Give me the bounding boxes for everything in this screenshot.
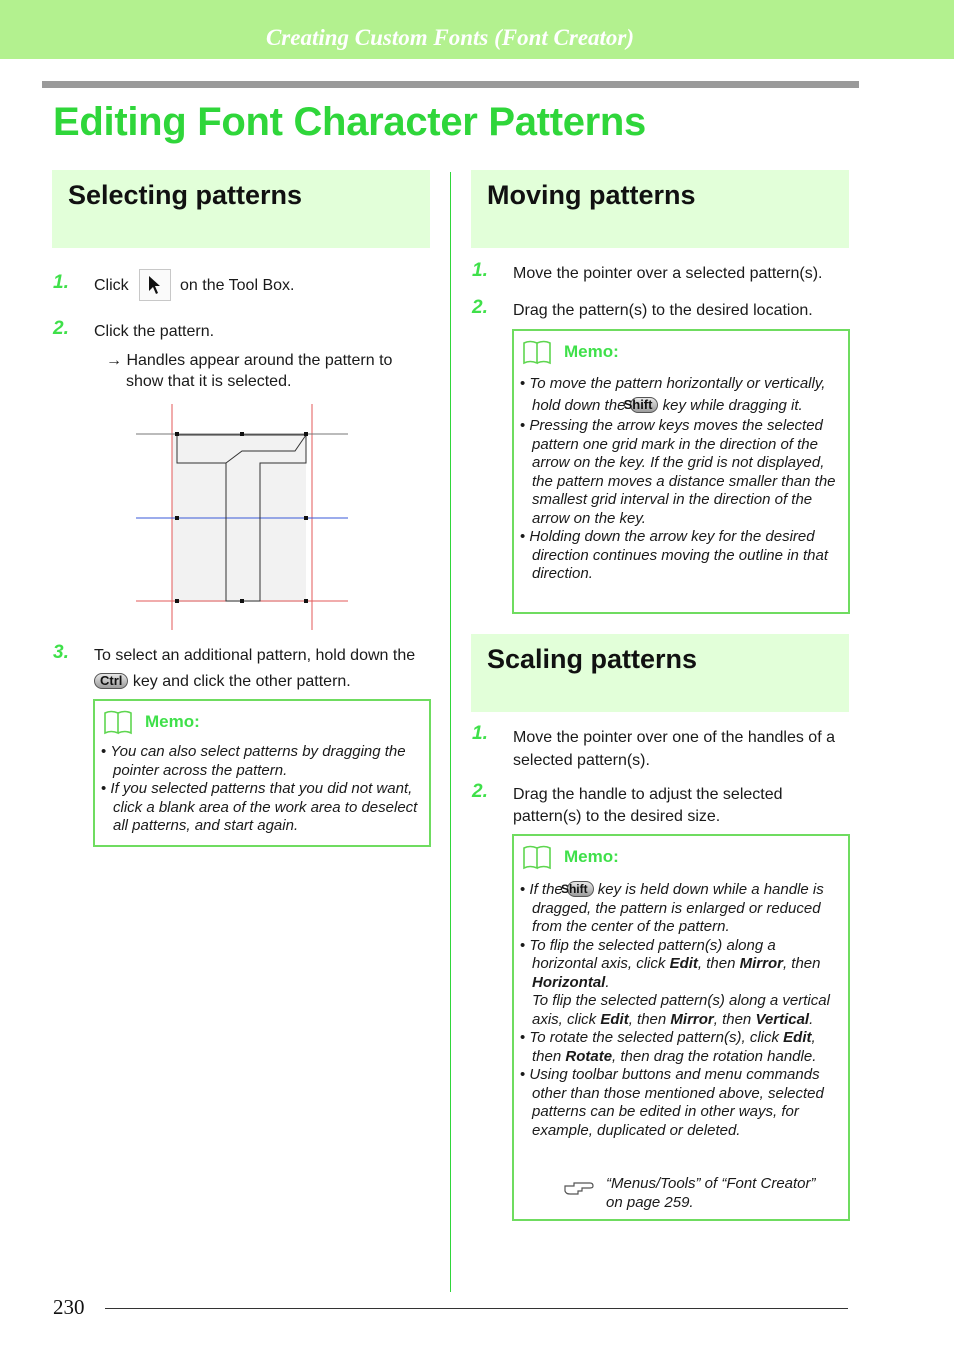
memo-text: key while dragging it. [662,397,803,414]
memo-header [103,709,200,735]
memo-text: , then [532,1029,816,1065]
memo-text: , then [713,1010,752,1028]
memo-text: . [809,1010,814,1028]
ctrl-key-badge: Ctrl [94,673,128,689]
memo-text: To flip the selected pattern(s) along a vertical axis, click [532,992,830,1028]
book-icon [103,709,133,735]
step-number: 1. [472,260,488,281]
step-text: Move the pointer over one of the handles of a selected pattern(s). [513,729,835,769]
memo-label: Memo: [564,342,619,361]
memo-text: , then [628,1010,667,1028]
cross-reference [564,1174,836,1212]
memo-text: To move the pattern horizontally or vertically, hold down the [529,375,826,414]
shift-key-badge: Shift [630,397,659,413]
section-title-scaling: Scaling patterns [487,644,698,674]
memo-text: To rotate the selected pattern(s), click [529,1029,779,1046]
menu-edit: Edit [783,1029,812,1046]
memo-text: To flip the selected pattern(s) along a horizontal axis, click [529,936,776,972]
arrow-cursor-icon [147,275,163,295]
menu-edit: Edit [669,955,698,972]
select-tool-button[interactable] [139,269,171,301]
memo-list [520,881,844,1140]
step-number: 1. [53,272,69,293]
menu-edit: Edit [600,1010,629,1028]
memo-item-continuation [520,992,844,1029]
book-icon [522,339,552,365]
menu-mirror: Mirror [670,1010,714,1028]
step-text: Click the pattern. [94,323,215,340]
section-header-selecting [52,170,430,248]
page-number: 230 [53,1295,85,1319]
title-rule [42,81,859,88]
pattern-selection-illustration [136,404,348,630]
memo-list [101,743,425,836]
cross-reference-text[interactable]: “Menus/Tools” of “Font Creator” on page 259. [606,1175,816,1211]
section-header-scaling [471,634,849,712]
step-number: 3. [53,642,69,663]
column-divider [450,172,451,1292]
chapter-title: Creating Custom Fonts (Font Creator) [265,25,635,50]
memo-item: • If you selected patterns that you did not want, click a blank area of the work area to deselect all patterns, and start again. [101,780,425,836]
menu-rotate: Rotate [565,1047,613,1065]
section-title-selecting: Selecting patterns [68,180,303,210]
memo-item: • Holding down the arrow key for the desired direction continues moving the outline in that direction. [520,528,844,584]
memo-text: , then [782,955,821,972]
menu-vertical: Vertical [755,1010,810,1028]
book-icon [522,844,552,870]
memo-item [520,1029,844,1066]
memo-text: , then drag the rotation handle. [612,1047,817,1065]
section-title-moving: Moving patterns [487,180,696,210]
section-header-moving [471,170,849,248]
memo-text: key is held down while a handle is dragged, the pattern is enlarged or reduced from the center of the pattern. [532,881,824,935]
step-number: 2. [53,318,69,339]
memo-box-selecting [93,699,431,847]
memo-item [520,937,844,993]
shift-key-badge: Shift [567,881,594,897]
memo-label: Memo: [564,847,619,866]
memo-item: • You can also select patterns by dragging the pointer across the pattern. [101,743,425,780]
step-number: 2. [472,781,488,802]
step-text: Drag the pattern(s) to the desired location. [513,302,813,319]
step-text: Click [94,277,129,294]
memo-text: , then [697,955,736,972]
step-text: on the Tool Box. [180,277,295,294]
memo-item: • Pressing the arrow keys moves the selected pattern one grid mark in the direction of the arrow on the key. If the grid is not displayed, the pattern moves a distance smaller than the smallest grid interval in the direction of the arrow on the key. [520,417,844,528]
memo-label: Memo: [145,712,200,731]
memo-header [522,844,619,870]
footer-rule [105,1308,848,1309]
memo-item: • Using toolbar buttons and menu commands other than those mentioned above, selected patterns can be edited in other ways, for example, duplicated or deleted. [520,1066,844,1140]
memo-box-scaling [512,834,850,1221]
step-number: 2. [472,297,488,318]
step-text: Move the pointer over a selected pattern(s). [513,265,823,282]
step-text [94,671,351,692]
menu-horizontal: Horizontal [532,973,606,991]
step-result: → Handles appear around the pattern to show that it is selected. [106,352,393,390]
pointing-hand-icon [564,1177,594,1197]
memo-box-moving [512,329,850,614]
step-text: To select an additional pattern, hold down the [94,647,416,664]
memo-header [522,339,619,365]
step-number: 1. [472,723,488,744]
step-text-continuation: key and click the other pattern. [132,673,351,690]
step-text: Drag the handle to adjust the selected pattern(s) to the desired size. [513,786,783,825]
page-title: Editing Font Character Patterns [53,100,647,144]
memo-item [520,881,844,937]
memo-text: . [605,973,610,991]
memo-list [520,373,844,584]
memo-item [520,373,844,417]
memo-text: If the [529,881,563,898]
menu-mirror: Mirror [739,955,783,972]
